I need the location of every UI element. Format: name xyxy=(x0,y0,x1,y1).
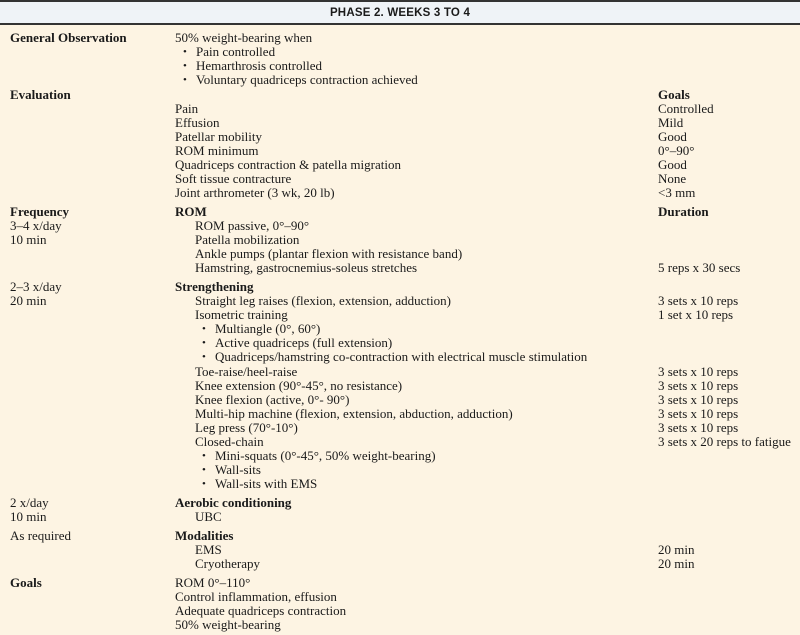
modalities-frequency: As required xyxy=(10,528,72,543)
modalities-item: EMS xyxy=(195,542,222,557)
evaluation-item: Quadriceps contraction & patella migration xyxy=(175,157,401,172)
strengthening-duration: 3 sets x 10 reps xyxy=(658,420,739,435)
aerobic-frequency-time: 10 min xyxy=(10,509,47,524)
strengthening-item: Leg press (70°-10°) xyxy=(195,420,298,435)
strengthening-item: Straight leg raises (flexion, extension, adduction) xyxy=(195,293,451,308)
evaluation-item: ROM minimum xyxy=(175,143,259,158)
strengthening-item: Closed-chain xyxy=(195,434,264,449)
strengthening-duration: 1 set x 10 reps xyxy=(658,307,734,322)
goal-item: Adequate quadriceps contraction xyxy=(175,603,347,618)
strengthening-frequency-time: 20 min xyxy=(10,293,47,308)
modalities-title: Modalities xyxy=(175,528,234,543)
evaluation-item: Soft tissue contracture xyxy=(175,171,292,186)
goal-item: 50% weight-bearing xyxy=(175,617,281,632)
closed-chain-bullet: • Mini-squats (0°-45°, 50% weight-bearing) xyxy=(215,449,436,463)
strengthening-duration: 3 sets x 10 reps xyxy=(658,378,739,393)
strengthening-duration: 3 sets x 10 reps xyxy=(658,406,739,421)
aerobic-title: Aerobic conditioning xyxy=(175,495,292,510)
evaluation-item: Joint arthrometer (3 wk, 20 lb) xyxy=(175,185,335,200)
rom-title: ROM xyxy=(175,204,207,219)
observation-bullet: • Hemarthrosis controlled xyxy=(196,59,322,73)
strengthening-item: Toe-raise/heel-raise xyxy=(195,364,298,379)
evaluation-item: Patellar mobility xyxy=(175,129,263,144)
strengthening-item: Knee extension (90°-45°, no resistance) xyxy=(195,378,403,393)
general-observation-intro: 50% weight-bearing when xyxy=(175,30,313,45)
closed-chain-bullet: • Wall-sits with EMS xyxy=(215,477,317,491)
rom-item: Hamstring, gastrocnemius-soleus stretches xyxy=(195,260,418,275)
modalities-duration: 20 min xyxy=(658,556,695,571)
strengthening-duration: 3 sets x 10 reps xyxy=(658,364,739,379)
general-observation-label: General Observation xyxy=(10,30,127,45)
evaluation-goal: None xyxy=(658,171,687,186)
observation-bullet: • Voluntary quadriceps contraction achieved xyxy=(196,73,418,87)
rom-duration: 5 reps x 30 secs xyxy=(658,260,741,275)
evaluation-goal: Good xyxy=(658,129,687,144)
rom-item: Ankle pumps (plantar flexion with resistance band) xyxy=(195,246,463,261)
goal-item: ROM 0°–110° xyxy=(175,575,251,590)
isometric-bullet: • Quadriceps/hamstring co-contraction with electrical muscle stimulation xyxy=(215,350,587,364)
strengthening-title: Strengthening xyxy=(175,279,254,294)
evaluation-label: Evaluation xyxy=(10,87,71,102)
evaluation-goal: Controlled xyxy=(658,101,714,116)
strengthening-duration: 3 sets x 20 reps to fatigue xyxy=(658,434,791,449)
rom-frequency-time: 10 min xyxy=(10,232,47,247)
strengthening-item: Isometric training xyxy=(195,307,288,322)
goal-item: Control inflammation, effusion xyxy=(175,589,337,604)
evaluation-item: Pain xyxy=(175,101,199,116)
rom-item: ROM passive, 0°–90° xyxy=(195,218,310,233)
rom-item: Patella mobilization xyxy=(195,232,300,247)
strengthening-duration: 3 sets x 10 reps xyxy=(658,293,739,308)
strengthening-item: Multi-hip machine (flexion, extension, abduction, adduction) xyxy=(195,406,513,421)
duration-column-header: Duration xyxy=(658,204,709,219)
goals-label: Goals xyxy=(10,575,42,590)
table-header xyxy=(0,0,800,25)
evaluation-goal: Good xyxy=(658,157,687,172)
evaluation-goal: Mild xyxy=(658,115,684,130)
aerobic-item: UBC xyxy=(195,509,222,524)
closed-chain-bullet: • Wall-sits xyxy=(215,463,261,477)
evaluation-goal: <3 mm xyxy=(658,185,696,200)
strengthening-item: Knee flexion (active, 0°- 90°) xyxy=(195,392,350,407)
strengthening-duration: 3 sets x 10 reps xyxy=(658,392,739,407)
modalities-duration: 20 min xyxy=(658,542,695,557)
isometric-bullet: • Multiangle (0°, 60°) xyxy=(215,322,320,336)
rom-frequency: 3–4 x/day xyxy=(10,218,62,233)
observation-bullet: • Pain controlled xyxy=(196,45,275,59)
evaluation-goal: 0°–90° xyxy=(658,143,695,158)
strengthening-frequency: 2–3 x/day xyxy=(10,279,62,294)
frequency-label: Frequency xyxy=(10,204,69,219)
evaluation-item: Effusion xyxy=(175,115,220,130)
phase-title: PHASE 2. WEEKS 3 TO 4 xyxy=(329,7,471,19)
modalities-item: Cryotherapy xyxy=(195,556,260,571)
isometric-bullet: • Active quadriceps (full extension) xyxy=(215,336,392,350)
aerobic-frequency: 2 x/day xyxy=(10,495,49,510)
goals-column-header: Goals xyxy=(658,87,690,102)
